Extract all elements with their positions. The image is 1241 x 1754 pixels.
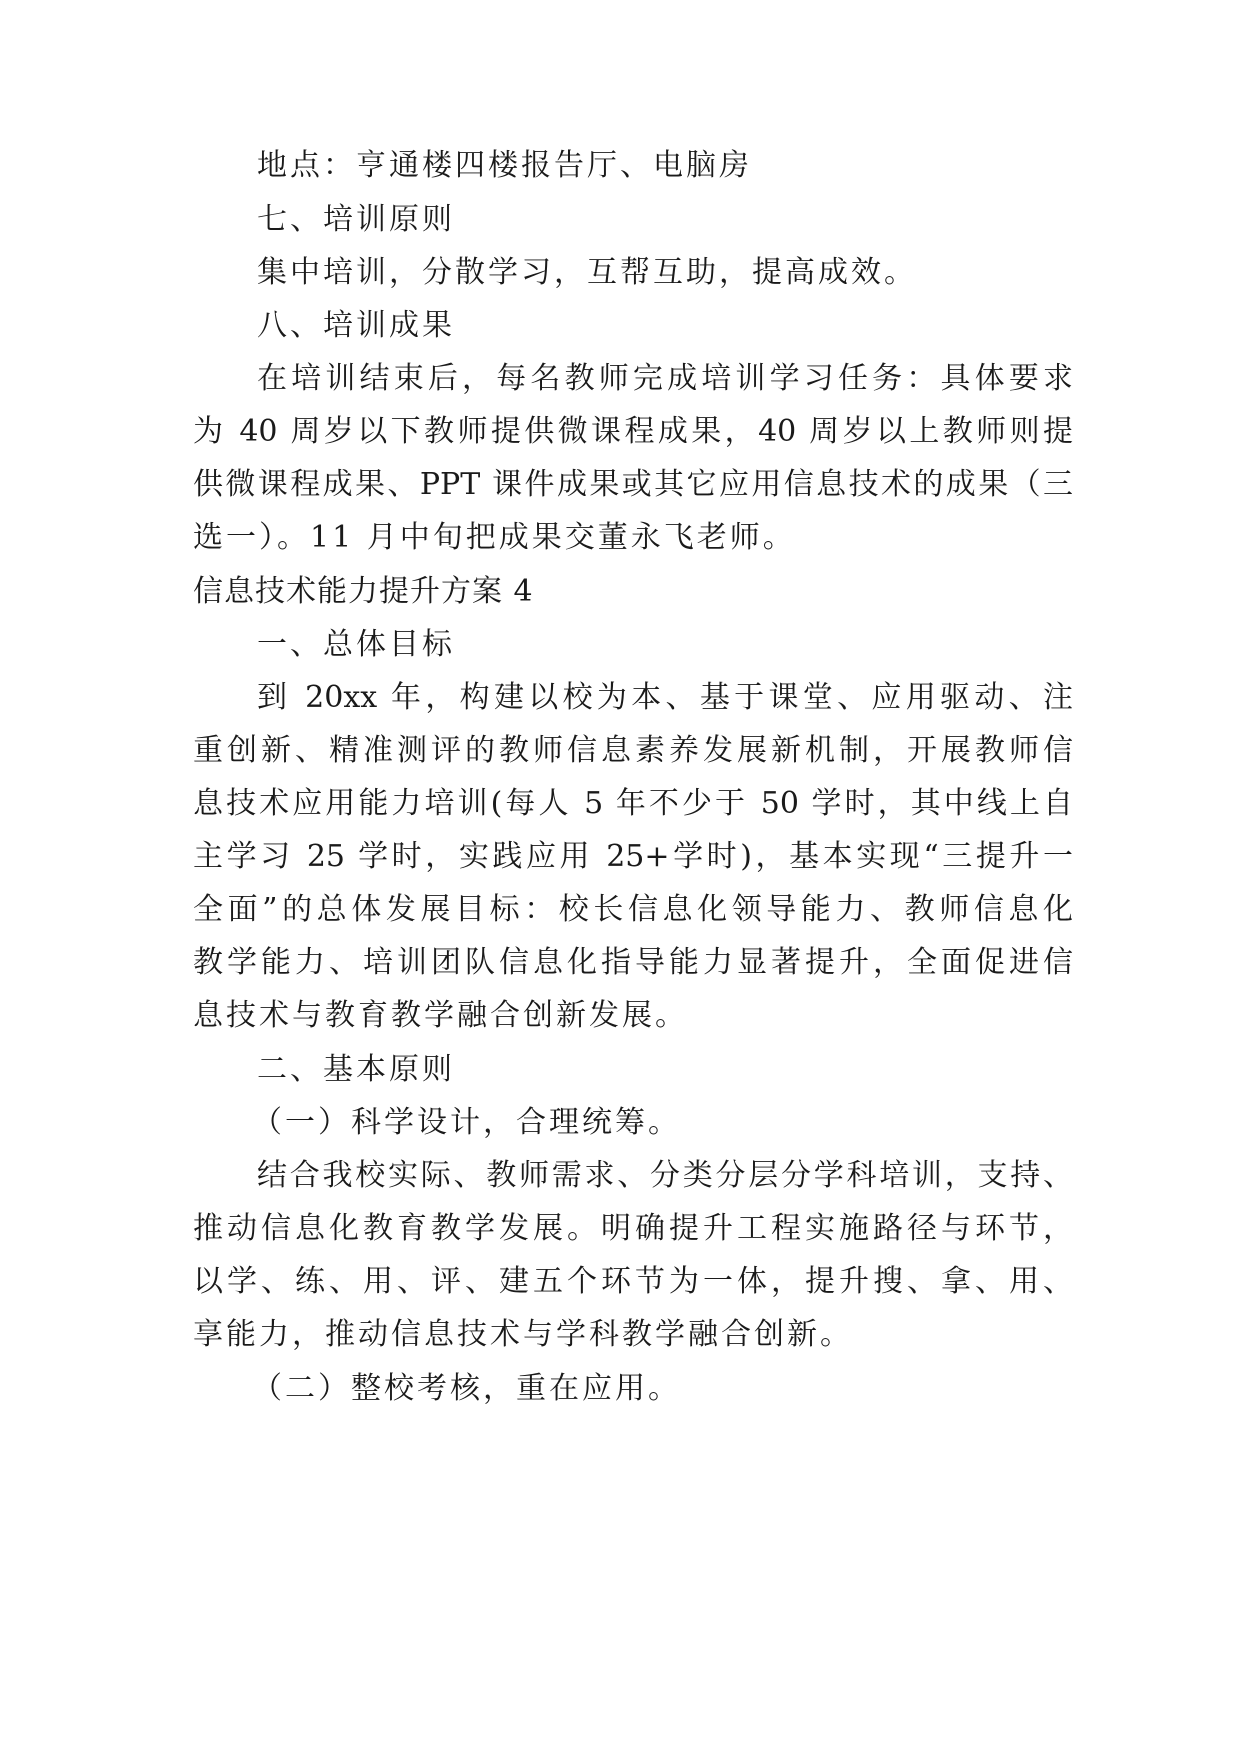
subheading-whole-school-assessment: （二）整校考核，重在应用。 xyxy=(252,1371,681,1406)
paragraph-line: 到 20xx 年，构建以校为本、基于课堂、应用驱动、注 xyxy=(257,680,1073,715)
paragraph-line: 全面”的总体发展目标：校长信息化领导能力、教师信息化 xyxy=(193,892,1073,927)
section-heading-training-results: 八、培训成果 xyxy=(257,308,455,343)
paragraph-line: 享能力，推动信息技术与学科教学融合创新。 xyxy=(193,1317,853,1352)
paragraph-line: 结合我校实际、教师需求、分类分层分学科培训，支持、 xyxy=(257,1158,1073,1193)
paragraph-line: 为 40 周岁以下教师提供微课程成果，40 周岁以上教师则提 xyxy=(193,414,1073,449)
paragraph-line: 以学、练、用、评、建五个环节为一体，提升搜、拿、用、 xyxy=(193,1264,1073,1299)
paragraph-line: 教学能力、培训团队信息化指导能力显著提升，全面促进信 xyxy=(193,945,1073,980)
paragraph-line: 主学习 25 学时，实践应用 25+学时)，基本实现“三提升一 xyxy=(193,839,1073,874)
paragraph-line: 供微课程成果、PPT 课件成果或其它应用信息技术的成果（三 xyxy=(193,467,1073,502)
paragraph-line: 集中培训，分散学习，互帮互助，提高成效。 xyxy=(257,255,917,290)
location-line: 地点：亨通楼四楼报告厅、电脑房 xyxy=(257,148,752,183)
section-heading-overall-goal: 一、总体目标 xyxy=(257,627,455,662)
paragraph-line: 选一）。11 月中旬把成果交董永飞老师。 xyxy=(193,520,796,555)
document-section-title: 信息技术能力提升方案 4 xyxy=(193,574,534,609)
section-heading-basic-principles: 二、基本原则 xyxy=(257,1052,455,1087)
paragraph-line: 在培训结束后，每名教师完成培训学习任务：具体要求 xyxy=(257,361,1073,396)
paragraph-line: 推动信息化教育教学发展。明确提升工程实施路径与环节， xyxy=(193,1211,1073,1246)
paragraph-line: 重创新、精准测评的教师信息素养发展新机制，开展教师信 xyxy=(193,733,1073,768)
subheading-scientific-design: （一）科学设计，合理统筹。 xyxy=(252,1105,681,1140)
section-heading-training-principles: 七、培训原则 xyxy=(257,202,455,237)
paragraph-line: 息技术应用能力培训(每人 5 年不少于 50 学时，其中线上自 xyxy=(193,786,1073,821)
paragraph-line: 息技术与教育教学融合创新发展。 xyxy=(193,998,688,1033)
